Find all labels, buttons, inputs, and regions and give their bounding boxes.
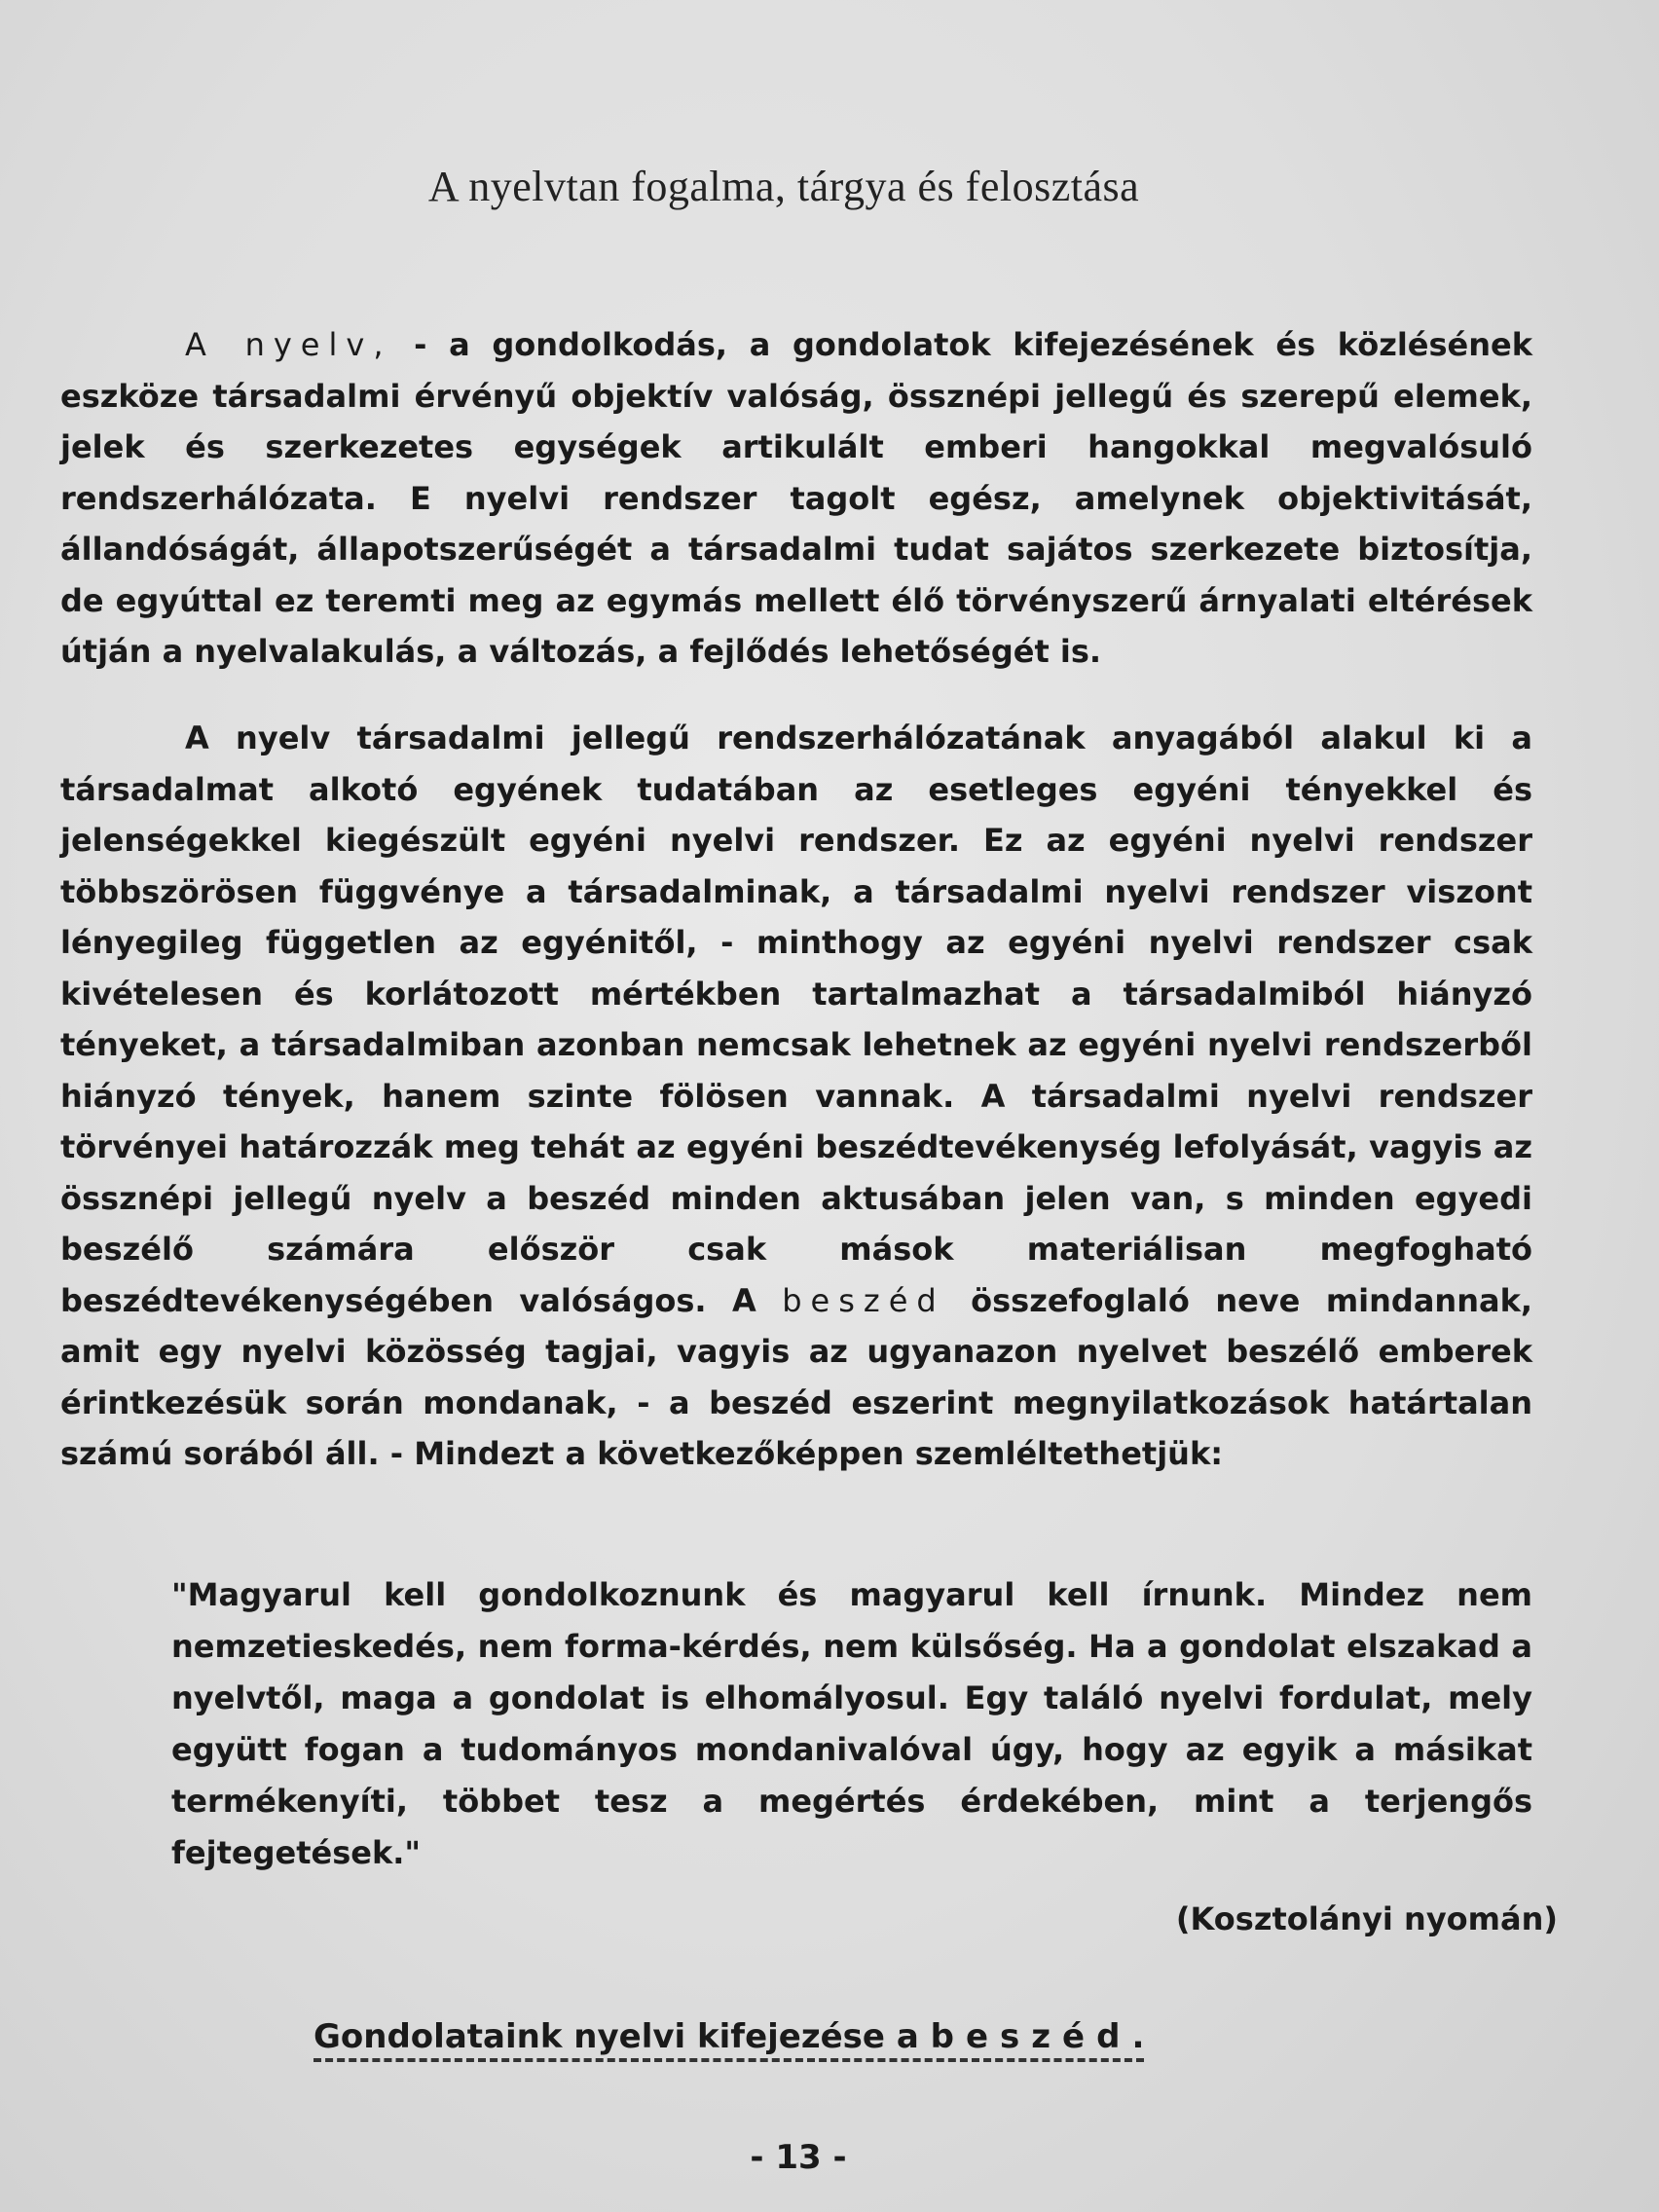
paragraph-1-text: - a gondolkodás, a gondolatok kifejezésének és közlésének eszköze társadalmi érvényű objektív valóság, össznépi jellegű és szerepű elemek, jelek és szerkezetes egységek artikulált emberi hangokkal megvalósuló rendszerhálózata. E nyelvi rendszer tagolt egész, amelynek objektivitását, állandóságát, állapotszerűségét a társadalmi tudat sajátos szerkezete biztosítja, de egyúttal ez teremti meg az egymás mellett élő törvényszerű árnyalati eltérések útján a nyelvalakulás, a változás, a fejlődés lehetőségét is. [60, 326, 1533, 670]
page-title: A nyelvtan fogalma, tárgya és felosztása [427, 163, 1140, 210]
summary-sentence [313, 2017, 1144, 2062]
paragraph-2-text-before: A nyelv társadalmi jellegű rendszerhálózatának anyagából alakul ki a társadalmat alkotó egyének tudatában az esetleges egyéni tényekkel és jelenségekkel kiegészült egyéni nyelvi rendszer. Ez az egyéni nyelvi rendszer többszörösen függvénye a társadalminak, a társadalmi nyelvi rendszer viszont lényegileg független az egyénitől, - minthogy az egyéni nyelvi rendszer csak kivételesen és korlátozott mértékben tartalmazhat a társadalmiból hiányzó tényeket, a társadalmiban azonban nemcsak lehetnek az egyéni nyelvi rendszerből hiányzó tények, hanem szinte fölösen vannak. A társadalmi nyelvi rendszer törvényei határozzák meg tehát az egyéni beszédtevékenység lefolyását, vagyis az össznépi jellegű nyelv a beszéd minden aktusában jelen van, s minden egyedi beszélő számára először csak mások materiálisan megfogható beszédtevékenységében valóságos. A [60, 719, 1532, 1319]
summary-text: Gondolataink nyelvi kifejezése a [313, 2017, 931, 2056]
paragraph-language-definition [60, 319, 1532, 678]
quote-attribution: (Kosztolányi nyomán) [1175, 1900, 1558, 1937]
kosztolanyi-quote: "Magyarul kell gondolkoznunk és magyarul kell írnunk. Mindez nem nemzetieskedés, nem forma-kérdés, nem külsőség. Ha a gondolat elszakad a nyelvtől, maga a gondolat is elhomályosul. Egy találó nyelvi fordulat, mely együtt fogan a tudományos mondanivalóval úgy, hogy az egyik a másikat termékenyíti, többet tesz a megértés érdekében, mint a terjengős fejtegetések." [171, 1576, 1532, 1871]
page-number: - 13 - [750, 2138, 847, 2177]
paragraph-individual-language [60, 713, 1532, 1480]
term-beszed: beszéd [782, 1281, 945, 1319]
summary-term: beszéd [930, 2017, 1132, 2056]
term-nyelv: A nyelv, [185, 326, 392, 363]
paragraph-2-text-after: összefoglaló neve mindannak, amit egy nyelvi közösség tagjai, vagyis az ugyanazon nyelvet beszélő emberek érintkezésük során mondanak, - a beszéd eszerint megnyilatkozások határtalan számú sorából áll. - Mindezt a következőképpen szemléltethetjük: [60, 1281, 1532, 1472]
summary-end: . [1131, 2017, 1145, 2056]
